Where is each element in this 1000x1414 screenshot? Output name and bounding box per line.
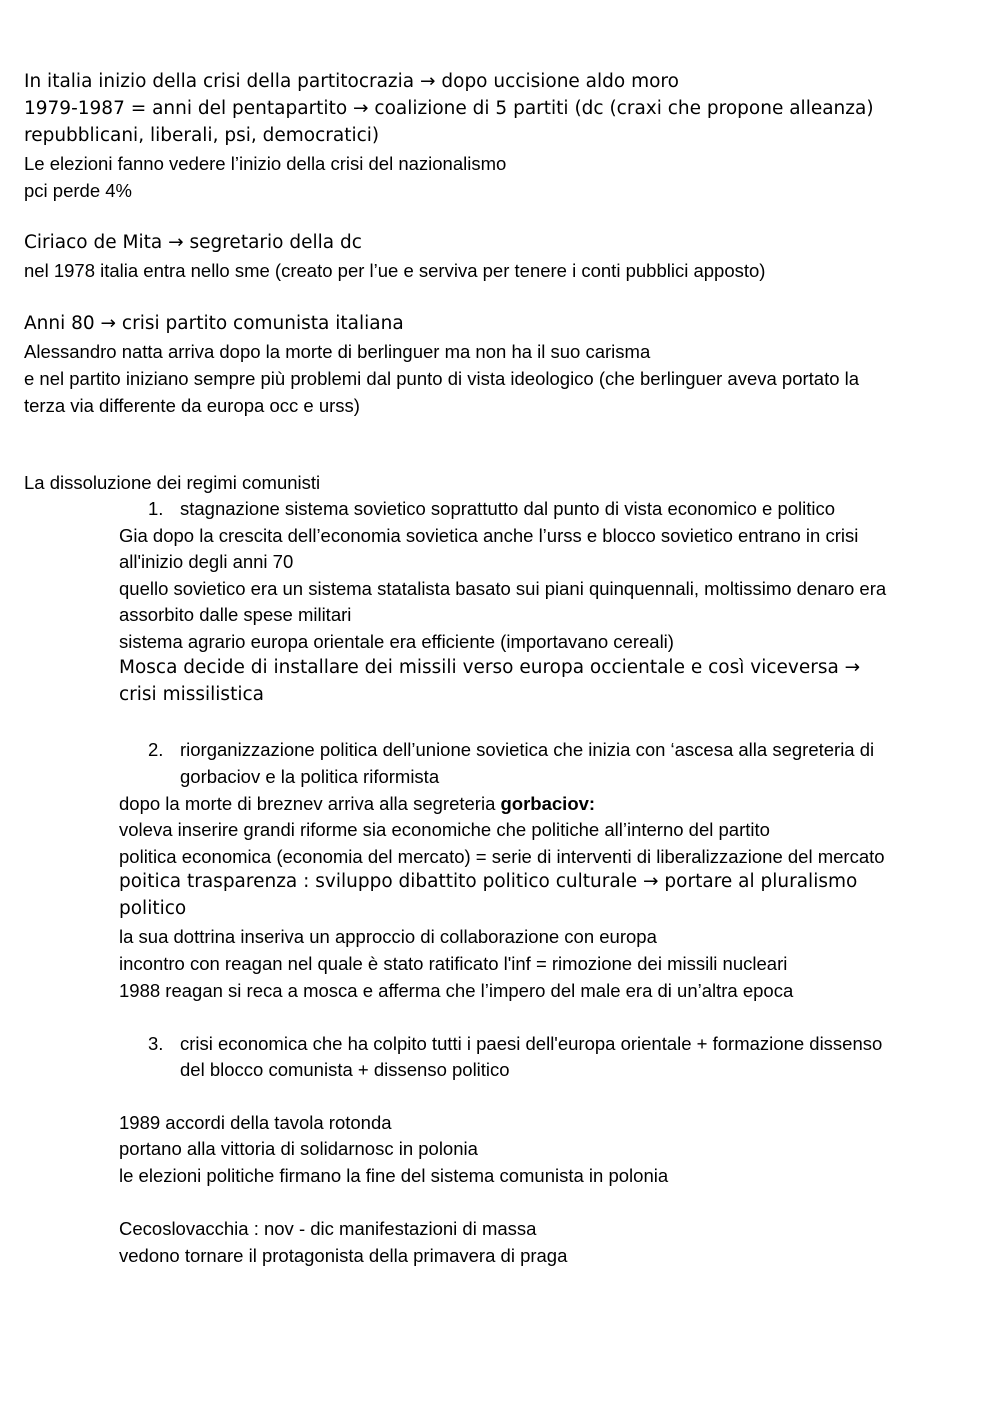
text-line: 1989 accordi della tavola rotonda [119, 1112, 392, 1133]
text-line: Ciriaco de Mita → segretario della dc [24, 232, 362, 253]
text-line [119, 795, 595, 814]
list-number: 1. [148, 498, 164, 519]
text-line: Gia dopo la crescita dell’economia sovietica anche l’urss e blocco sovietico entrano in crisi [119, 525, 859, 546]
text-line: le elezioni politiche firmano la fine del sistema comunista in polonia [119, 1165, 669, 1186]
list-item-text: crisi economica che ha colpito tutti i paesi dell'europa orientale + formazione dissenso [180, 1033, 883, 1054]
text-line: terza via differente da europa occ e urss) [24, 395, 360, 416]
text-span: dopo la morte di breznev arriva alla segreteria [119, 793, 501, 814]
text-line: repubblicani, liberali, psi, democratici) [24, 125, 380, 146]
text-line: quello sovietico era un sistema statalista basato sui piani quinquennali, moltissimo denaro era [119, 578, 887, 599]
text-line: 1988 reagan si reca a mosca e afferma che l’impero del male era di un’altra epoca [119, 980, 794, 1001]
list-number: 3. [148, 1033, 164, 1054]
text-line: politico [119, 898, 187, 919]
bold-name: gorbaciov: [500, 793, 596, 814]
list-number: 2. [148, 739, 164, 760]
text-line: pci perde 4% [24, 180, 132, 201]
text-line: voleva inserire grandi riforme sia economiche che politiche all’interno del partito [119, 819, 770, 840]
text-line: vedono tornare il protagonista della primavera di praga [119, 1245, 568, 1266]
text-line: Anni 80 → crisi partito comunista italiana [24, 313, 404, 334]
text-line: Cecoslovacchia : nov - dic manifestazioni di massa [119, 1218, 537, 1239]
list-item-text: riorganizzazione politica dell’unione sovietica che inizia con ‘ascesa alla segreteria di [180, 739, 875, 760]
text-line: 1979-1987 = anni del pentapartito → coalizione di 5 partiti (dc (craxi che propone alleanza) [24, 98, 874, 119]
text-line: portano alla vittoria di solidarnosc in polonia [119, 1138, 478, 1159]
text-line: In italia inizio della crisi della partitocrazia → dopo uccisione aldo moro [24, 71, 679, 92]
text-line: incontro con reagan nel quale è stato ratificato l'inf = rimozione dei missili nucleari [119, 953, 788, 974]
text-line: sistema agrario europa orientale era efficiente (importavano cereali) [119, 631, 674, 652]
section-heading: La dissoluzione dei regimi comunisti [24, 472, 321, 493]
text-line: Mosca decide di installare dei missili verso europa occientale e così viceversa → [119, 657, 861, 678]
list-item-text: gorbaciov e la politica riformista [180, 766, 440, 787]
text-line: Alessandro natta arriva dopo la morte di berlinguer ma non ha il suo carisma [24, 341, 651, 362]
text-line: e nel partito iniziano sempre più problemi dal punto di vista ideologico (che berlinguer aveva portato la [24, 368, 860, 389]
text-line: crisi missilistica [119, 684, 264, 705]
text-line: la sua dottrina inseriva un approccio di collaborazione con europa [119, 926, 657, 947]
text-line: all'inizio degli anni 70 [119, 551, 294, 572]
text-line: politica economica (economia del mercato) = serie di interventi di liberalizzazione del mercato [119, 846, 885, 867]
text-line: nel 1978 italia entra nello sme (creato per l’ue e serviva per tenere i conti pubblici apposto) [24, 260, 766, 281]
text-line: Le elezioni fanno vedere l’inizio della crisi del nazionalismo [24, 153, 507, 174]
text-line: poitica trasparenza : sviluppo dibattito politico culturale → portare al pluralismo [119, 871, 858, 892]
list-item-text: stagnazione sistema sovietico soprattutto dal punto di vista economico e politico [180, 498, 836, 519]
list-item-text: del blocco comunista + dissenso politico [180, 1059, 510, 1080]
text-line: assorbito dalle spese militari [119, 604, 352, 625]
